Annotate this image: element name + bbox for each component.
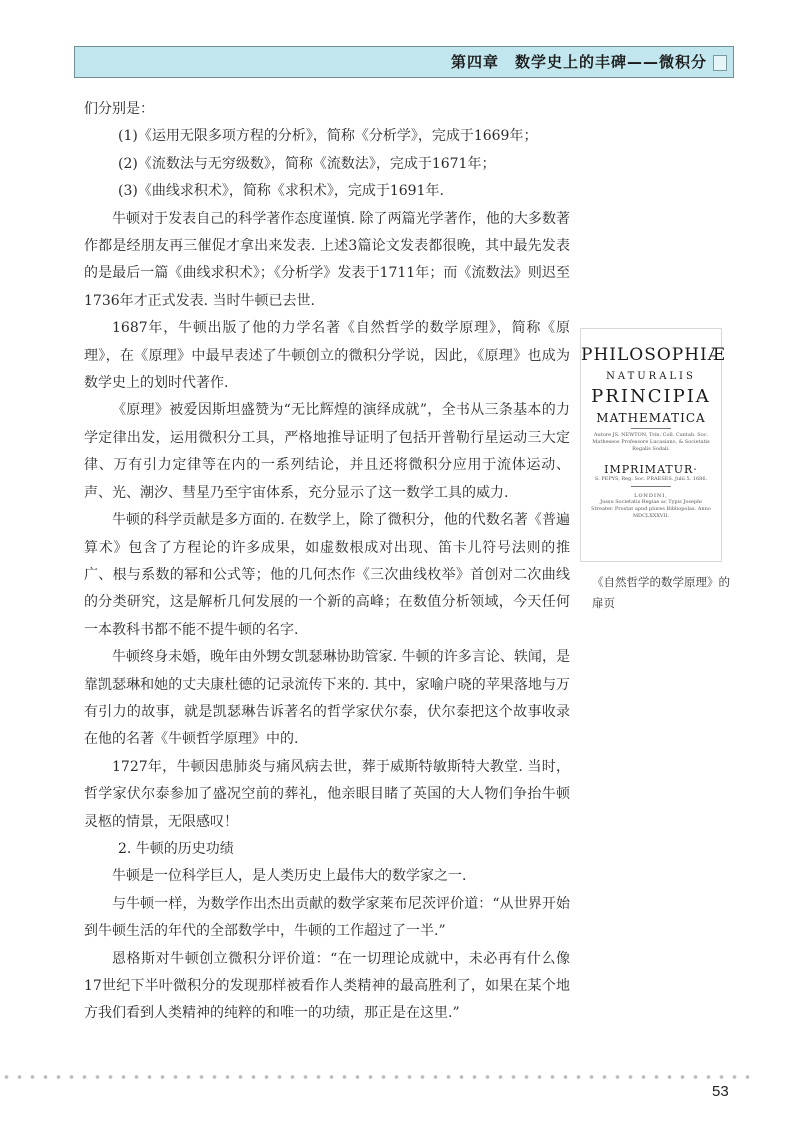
cover-imprimatur: IMPRIMATUR· — [604, 463, 698, 476]
cover-pepys-line: S. PEPYS, Reg. Soc. PRAESES. Julii 5. 1686. — [594, 476, 708, 482]
page-number: 53 — [712, 1083, 729, 1100]
cover-author-line: Autore JS. NEWTON, Trin. Coll. Cantab. Soc. Matheseos Professore Lucasiano, & Societatis Regalis Sodali. — [592, 432, 710, 452]
principia-title-page-image — [580, 328, 726, 562]
main-body-text — [84, 96, 570, 1028]
chapter-header-band — [74, 46, 734, 78]
cover-title-naturalis: NATURALIS — [606, 371, 696, 382]
einstein-quote: “无比辉煌的演绎成就” — [283, 402, 427, 419]
cover-title-mathematica: MATHEMATICA — [596, 411, 706, 425]
section-heading: 2. 牛顿的历史功绩 — [118, 840, 234, 857]
paragraph-einstein — [84, 397, 570, 507]
chapter-title: 第四章 数学史上的丰碑——微积分 — [450, 53, 707, 71]
paragraph-leibniz — [84, 891, 570, 946]
paragraph-personal-life: 牛顿终身未婚，晚年由外甥女凯瑟琳协助管家. 牛顿的许多言论、轶闻，是靠凯瑟琳和她的丈夫康杜德的记录流传下来的. 其中，家喻户晓的苹果落地与万有引力的故事，就是凯瑟琳告诉著名的哲学家伏尔泰，伏尔泰把这个故事收录在他的名著《牛顿哲学原理》中的. — [84, 649, 570, 748]
cover-title-philosophiae: PHILOSOPHIÆ — [581, 345, 726, 365]
einstein-rest: ，全书从三条基本的力学定律出发，运用微积分工具，严格地推导证明了包括开普勒行星运动三大定律、万有引力定律等在内的一系列结论，并且还将微积分应用于流体运动、声、光、潮汐、彗星乃至宇宙体系，充分显示了这一数学工具的威力. — [84, 402, 571, 501]
cover-rule — [631, 428, 671, 429]
paragraph-engels — [84, 946, 570, 1028]
engels-intro: 恩格斯对牛顿创立微积分评价道： — [112, 950, 331, 967]
engels-quote: “在一切理论成就中，未必再有什么像17世纪下半叶微积分的发现那样被看作人类精神的最高胜利了，如果在某个地方我们看到人类精神的纯粹的和唯一的功绩，那正是在这里.” — [84, 950, 571, 1022]
list-item-2: (2)《流数法与无穷级数》，简称《流数法》，完成于1671年； — [118, 155, 496, 172]
cover-london: LONDINI, — [634, 493, 668, 499]
paragraph-continuation: 们分别是： — [84, 101, 154, 117]
cover-rule-2 — [631, 486, 671, 487]
paragraph-giant: 牛顿是一位科学巨人，是人类历史上最伟大的数学家之一. — [112, 868, 467, 885]
einstein-intro: 《原理》被爱因斯坦盛赞为 — [112, 402, 284, 419]
paragraph-publication: 牛顿对于发表自己的科学著作态度谨慎. 除了两篇光学著作，他的大多数著作都是经朋友再三催促才拿出来发表. 上述3篇论文发表都很晚，其中最先发表的是最后一篇《曲线求积术》；《分析学》发表于1711年；而《流数法》则迟至1736年才正式发表. 当时牛顿已去世. — [84, 210, 570, 309]
footer-dotted-rule — [0, 1074, 750, 1080]
cover-title-principia: PRINCIPIA — [591, 386, 711, 407]
paragraph-death: 1727年，牛顿因患肺炎与痛风病去世，葬于威斯特敏斯特大教堂. 当时，哲学家伏尔泰参加了盛况空前的葬礼，他亲眼目睹了英国的大人物们争抬牛顿灵柩的情景，无限感叹！ — [84, 758, 570, 830]
list-item-1: (1)《运用无限多项方程的分析》，简称《分析学》，完成于1669年； — [118, 128, 538, 145]
list-item-3: (3)《曲线求积术》，简称《求积术》，完成于1691年. — [118, 183, 444, 200]
leibniz-intro: 与牛顿一样，为数学作出杰出贡献的数学家莱布尼茨评价道： — [112, 895, 493, 912]
cover-printer-line: Jussu Societatis Regiae ac Typis Josephi Streater. Prostat apud plures Bibliopolas. Anno MDCLXXXVII. — [591, 499, 711, 519]
header-square-decoration — [713, 55, 727, 71]
figure-caption: 《自然哲学的数学原理》的扉页 — [592, 575, 730, 610]
paragraph-contributions: 牛顿的科学贡献是多方面的. 在数学上，除了微积分，他的代数名著《普遍算术》包含了方程论的许多成果，如虚数根成对出现、笛卡儿符号法则的推广、根与系数的幂和公式等；他的几何杰作《三次曲线枚举》首创对二次曲线的分类研究，这是解析几何发展的一个新的高峰；在数值分析领域，今天任何一本教科书都不能不提牛顿的名字. — [84, 512, 570, 638]
leibniz-quote: “从世界开始到牛顿生活的年代的全部数学中，牛顿的工作超过了一半.” — [84, 895, 570, 940]
paragraph-principia: 1687年，牛顿出版了他的力学名著《自然哲学的数学原理》，简称《原理》，在《原理》中最早表述了牛顿创立的微积分学说，因此，《原理》也成为数学史上的划时代著作. — [84, 320, 570, 392]
